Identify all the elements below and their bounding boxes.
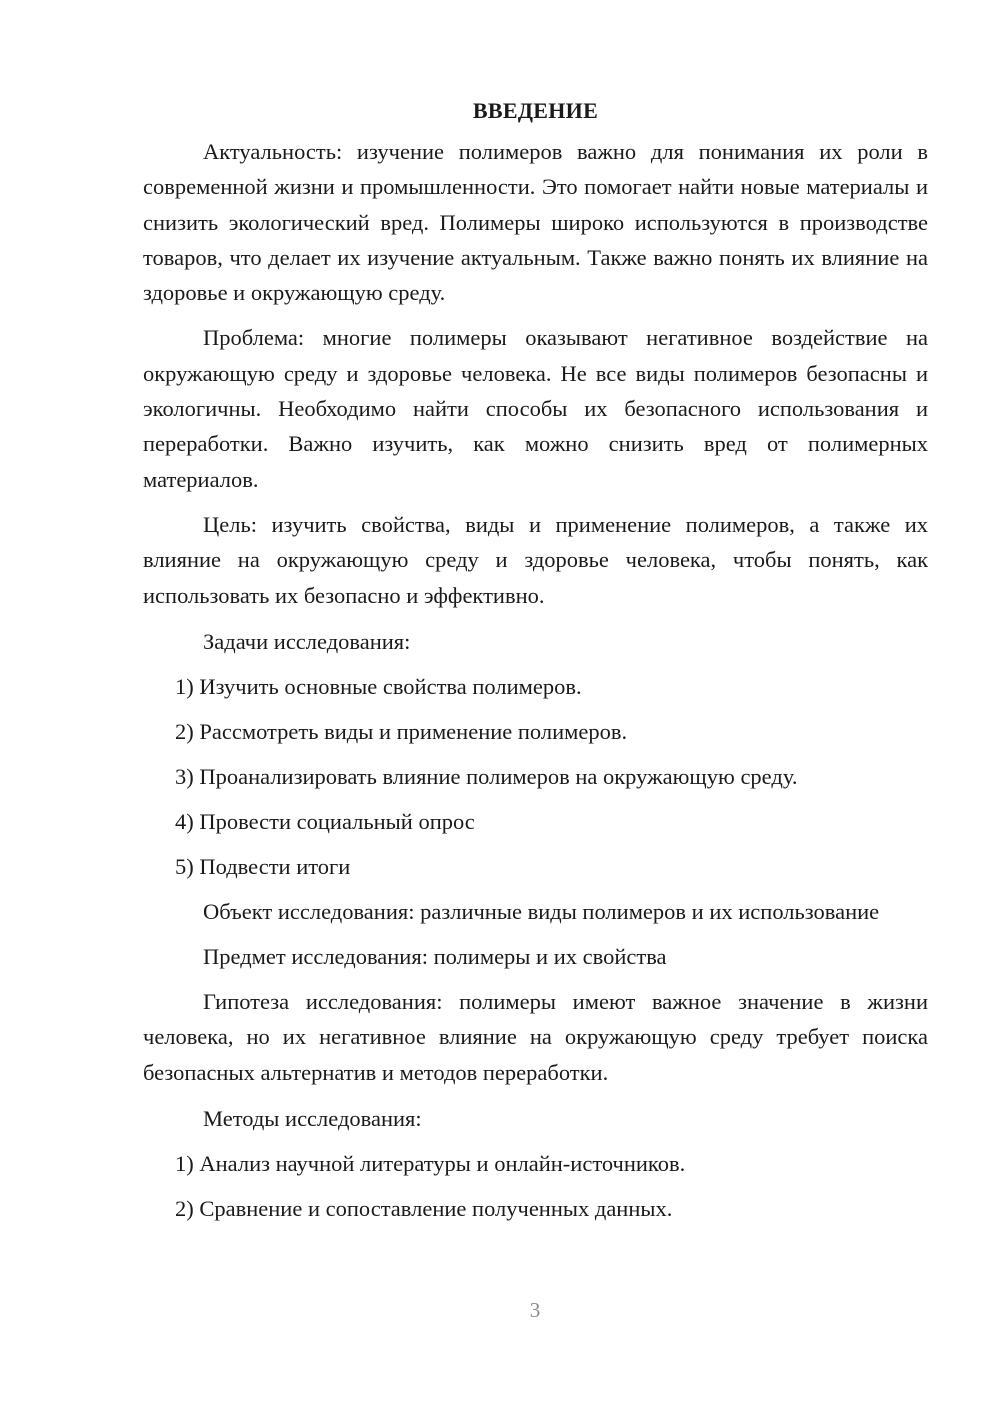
problem-paragraph: Проблема: многие полимеры оказывают негативное воздействие на окружающую среду и здоровье человека. Не все виды полимеров безопасны и экологичны. Необходимо найти способы их безопасного использования и переработки. Важно изучить, как можно снизить вред от полимерных материалов.	[143, 325, 928, 492]
hypothesis-paragraph: Гипотеза исследования: полимеры имеют важное значение в жизни человека, но их негативное влияние на окружающую среду требует поиска безопасных альтернатив и методов переработки.	[143, 989, 928, 1085]
page-content	[143, 96, 928, 1226]
relevance-paragraph: Актуальность: изучение полимеров важно для понимания их роли в современной жизни и промышленности. Это помогает найти новые материалы и снизить экологический вред. Полимеры широко используются в производстве товаров, что делает их изучение актуальным. Также важно понять их влияние на здоровье и окружающую среду.	[143, 139, 928, 306]
method-item: 2) Сравнение и сопоставление полученных данных.	[175, 1196, 673, 1222]
page-number: 3	[529, 1298, 541, 1322]
task-item: 5) Подвести итоги	[175, 853, 351, 879]
task-item: 2) Рассмотреть виды и применение полимеров.	[175, 718, 628, 744]
task-item: 1) Изучить основные свойства полимеров.	[175, 673, 582, 699]
object-paragraph: Объект исследования: различные виды полимеров и их использование	[203, 898, 880, 924]
subject-paragraph: Предмет исследования: полимеры и их свойства	[203, 944, 667, 970]
tasks-heading: Задачи исследования:	[203, 628, 411, 654]
task-item: 3) Проанализировать влияние полимеров на окружающую среду.	[175, 763, 798, 789]
methods-list	[143, 1146, 928, 1226]
methods-heading: Методы исследования:	[203, 1106, 422, 1132]
goal-paragraph: Цель: изучить свойства, виды и применение полимеров, а также их влияние на окружающую среду и здоровье человека, чтобы понять, как использовать их безопасно и эффективно.	[143, 511, 928, 608]
task-item: 4) Провести социальный опрос	[175, 808, 475, 834]
tasks-list	[143, 669, 928, 884]
method-item: 1) Анализ научной литературы и онлайн-источников.	[175, 1151, 686, 1177]
section-title: ВВЕДЕНИЕ	[472, 98, 599, 123]
